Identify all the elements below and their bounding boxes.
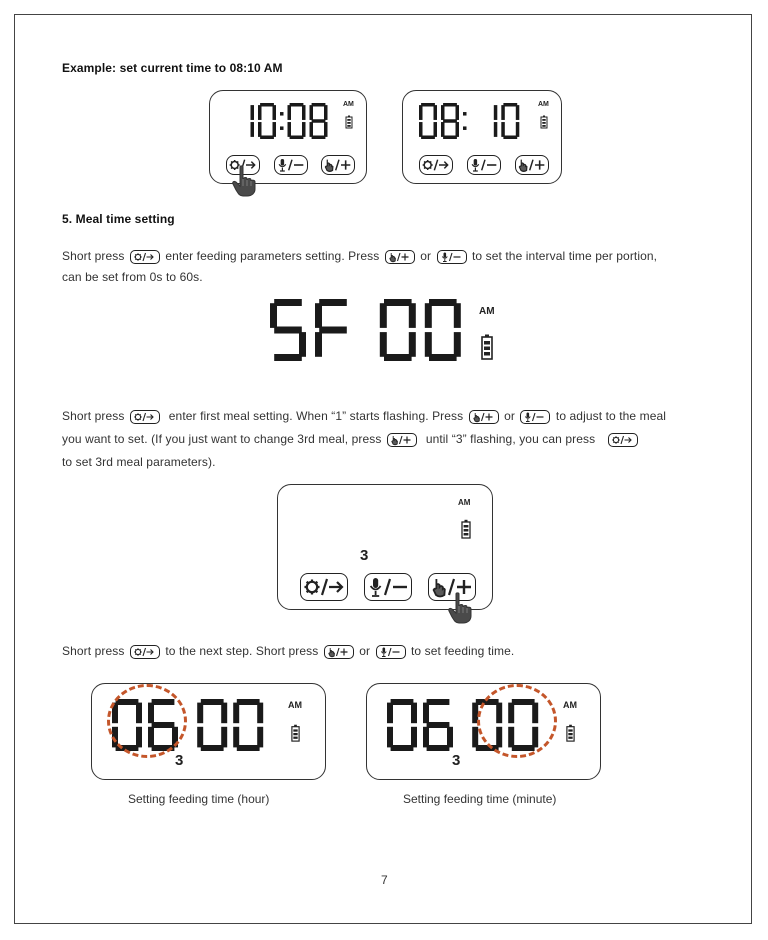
- text: until “3” flashing, you can press: [425, 432, 596, 446]
- seven-segment-digits: [419, 101, 535, 141]
- set-button-inline: [130, 250, 160, 264]
- gear-arrow-icon: [611, 434, 635, 446]
- meal-number: 3: [360, 547, 369, 564]
- segment-a: [421, 103, 435, 107]
- text: Short press: [62, 249, 125, 263]
- meal-number: 3: [175, 752, 184, 769]
- meal-number: 3: [452, 752, 461, 769]
- paragraph-2-line-2: [62, 432, 640, 447]
- segment-g: [274, 327, 302, 334]
- plus-button-inline: [385, 250, 415, 264]
- segment-e: [233, 727, 239, 748]
- segment-f: [380, 303, 387, 328]
- voice-minus-icon: [379, 646, 403, 658]
- segment-g: [427, 722, 450, 728]
- segment-c: [299, 332, 306, 357]
- segment-d: [260, 136, 274, 140]
- battery-icon: [461, 519, 471, 539]
- segment-b: [251, 105, 255, 120]
- voice-minus-icon: [276, 157, 306, 173]
- segment-d: [312, 136, 326, 140]
- segment-c: [447, 727, 453, 748]
- gear-arrow-icon: [133, 251, 157, 263]
- segment-e: [387, 727, 393, 748]
- plus-button[interactable]: [321, 155, 355, 175]
- section-heading: 5. Meal time setting: [62, 212, 175, 226]
- segment-f: [310, 105, 314, 120]
- text: or: [504, 409, 516, 423]
- segment-b: [411, 703, 417, 724]
- minute-highlight-circle: [477, 684, 557, 758]
- segment-d: [427, 745, 450, 751]
- segment-e: [425, 332, 432, 357]
- hand-plus-icon: [323, 157, 353, 173]
- segment-d: [201, 745, 224, 751]
- text: Short press: [62, 409, 125, 423]
- hand-plus-icon: [472, 411, 496, 423]
- segment-d: [421, 136, 435, 140]
- section-title: Meal time setting: [75, 212, 175, 226]
- voice-minus-icon: [523, 411, 547, 423]
- segment-a: [260, 103, 274, 107]
- minus-button-inline: [520, 410, 550, 424]
- text: to the next step. Short press: [165, 644, 319, 658]
- voice-minus-icon: [469, 157, 499, 173]
- segment-e: [315, 332, 322, 357]
- caption-minute: Setting feeding time (minute): [403, 792, 557, 806]
- paragraph-3: [62, 644, 514, 659]
- segment-a: [503, 103, 517, 107]
- am-indicator: AM: [458, 498, 471, 507]
- segment-c: [454, 332, 461, 357]
- segment-c: [257, 727, 263, 748]
- segment-c: [302, 122, 306, 137]
- segment-f: [419, 105, 423, 120]
- hand-plus-icon: [327, 646, 351, 658]
- segment-a: [312, 103, 326, 107]
- plus-button-inline: [469, 410, 499, 424]
- segment-c: [324, 122, 328, 137]
- segment-e: [380, 332, 387, 357]
- segment-f: [233, 703, 239, 724]
- segment-d: [290, 136, 304, 140]
- segment-b: [257, 703, 263, 724]
- segment-b: [409, 303, 416, 328]
- segment-d: [443, 136, 457, 140]
- segment-a: [384, 299, 412, 306]
- segment-f: [423, 703, 429, 724]
- segment-a: [427, 699, 450, 705]
- segment-d: [429, 354, 457, 361]
- segment-f: [315, 303, 322, 328]
- colon-dot: [463, 126, 467, 130]
- segment-e: [501, 122, 505, 137]
- hand-plus-icon: [390, 434, 414, 446]
- colon-dot: [463, 112, 467, 116]
- text: or: [420, 249, 432, 263]
- gear-arrow-icon: [133, 646, 157, 658]
- minus-button[interactable]: [364, 573, 412, 601]
- segment-c: [456, 122, 460, 137]
- caption-hour: Setting feeding time (hour): [128, 792, 270, 806]
- segment-b: [516, 105, 520, 120]
- set-button-inline: [130, 410, 160, 424]
- gear-arrow-icon: [421, 157, 451, 173]
- hour-highlight-circle: [107, 684, 187, 758]
- segment-f: [270, 303, 277, 328]
- segment-c: [434, 122, 438, 137]
- segment-c: [411, 727, 417, 748]
- segment-b: [434, 105, 438, 120]
- segment-e: [441, 122, 445, 137]
- segment-b: [273, 105, 277, 120]
- segment-c: [251, 122, 255, 137]
- segment-b: [302, 105, 306, 120]
- voice-minus-icon: [366, 575, 410, 599]
- am-indicator: AM: [343, 101, 354, 108]
- segment-a: [429, 299, 457, 306]
- segment-d: [274, 354, 302, 361]
- minus-button[interactable]: [467, 155, 501, 175]
- large-seven-segment-digits: [270, 296, 476, 364]
- paragraph-2-line-3: to set 3rd meal parameters).: [62, 455, 216, 469]
- segment-c: [494, 122, 498, 137]
- segment-d: [503, 136, 517, 140]
- text: Short press: [62, 644, 125, 658]
- pointing-hand-icon: [446, 592, 480, 624]
- am-indicator: AM: [563, 700, 577, 710]
- paragraph-2-line-1: [62, 409, 666, 424]
- segment-d: [391, 745, 414, 751]
- segment-c: [221, 727, 227, 748]
- segment-g: [312, 119, 326, 123]
- set-button-inline: [608, 433, 638, 447]
- page-number: 7: [381, 873, 388, 887]
- battery-icon: [481, 334, 493, 360]
- plus-button[interactable]: [515, 155, 549, 175]
- pointing-hand-icon: [230, 165, 264, 197]
- text: to set feeding time.: [410, 644, 515, 658]
- segment-f: [288, 105, 292, 120]
- segment-f: [441, 105, 445, 120]
- battery-icon: [291, 724, 300, 742]
- segment-f: [425, 303, 432, 328]
- segment-a: [391, 699, 414, 705]
- segment-g: [443, 119, 457, 123]
- segment-b: [454, 303, 461, 328]
- segment-e: [310, 122, 314, 137]
- segment-c: [516, 122, 520, 137]
- segment-c: [409, 332, 416, 357]
- gear-arrow-icon: [133, 411, 157, 423]
- minus-button-inline: [376, 645, 406, 659]
- segment-e: [423, 727, 429, 748]
- segment-a: [274, 299, 302, 306]
- segment-g: [319, 327, 347, 334]
- text: enter first meal setting. When “1” starts flashing. Press: [168, 409, 464, 423]
- paragraph-1-line-1: [62, 249, 657, 264]
- page-border: [14, 14, 752, 924]
- gear-arrow-icon: [302, 575, 346, 599]
- text: to adjust to the meal: [555, 409, 667, 423]
- segment-b: [456, 105, 460, 120]
- segment-a: [237, 699, 260, 705]
- text: enter feeding parameters setting. Press: [165, 249, 380, 263]
- text: or: [359, 644, 371, 658]
- segment-d: [384, 354, 412, 361]
- am-indicator: AM: [479, 306, 495, 317]
- am-indicator: AM: [538, 101, 549, 108]
- segment-e: [419, 122, 423, 137]
- segment-a: [201, 699, 224, 705]
- segment-b: [324, 105, 328, 120]
- colon-dot: [280, 112, 284, 116]
- seven-segment-digits: [236, 101, 344, 141]
- segment-c: [273, 122, 277, 137]
- hand-plus-icon: [517, 157, 547, 173]
- set-button[interactable]: [300, 573, 348, 601]
- battery-icon: [566, 724, 575, 742]
- set-button-inline: [130, 645, 160, 659]
- battery-icon: [345, 115, 353, 129]
- voice-minus-icon: [440, 251, 464, 263]
- set-button[interactable]: [419, 155, 453, 175]
- segment-b: [494, 105, 498, 120]
- segment-f: [501, 105, 505, 120]
- minus-button[interactable]: [274, 155, 308, 175]
- colon-dot: [280, 126, 284, 130]
- segment-e: [197, 727, 203, 748]
- section-number: 5: [62, 212, 69, 226]
- segment-d: [237, 745, 260, 751]
- segment-b: [221, 703, 227, 724]
- segment-f: [197, 703, 203, 724]
- battery-icon: [540, 115, 548, 129]
- plus-button-inline: [387, 433, 417, 447]
- text: to set the interval time per portion,: [471, 249, 658, 263]
- paragraph-1-line-2: can be set from 0s to 60s.: [62, 270, 203, 284]
- segment-f: [387, 703, 393, 724]
- lcd-display-after: [402, 90, 562, 184]
- am-indicator: AM: [288, 700, 302, 710]
- segment-f: [258, 105, 262, 120]
- segment-a: [290, 103, 304, 107]
- hand-plus-icon: [388, 251, 412, 263]
- segment-a: [319, 299, 347, 306]
- segment-a: [443, 103, 457, 107]
- text: you want to set. (If you just want to change 3rd meal, press: [62, 432, 382, 446]
- example-heading: Example: set current time to 08:10 AM: [62, 61, 283, 75]
- minus-button-inline: [437, 250, 467, 264]
- segment-e: [288, 122, 292, 137]
- segment-e: [258, 122, 262, 137]
- plus-button-inline: [324, 645, 354, 659]
